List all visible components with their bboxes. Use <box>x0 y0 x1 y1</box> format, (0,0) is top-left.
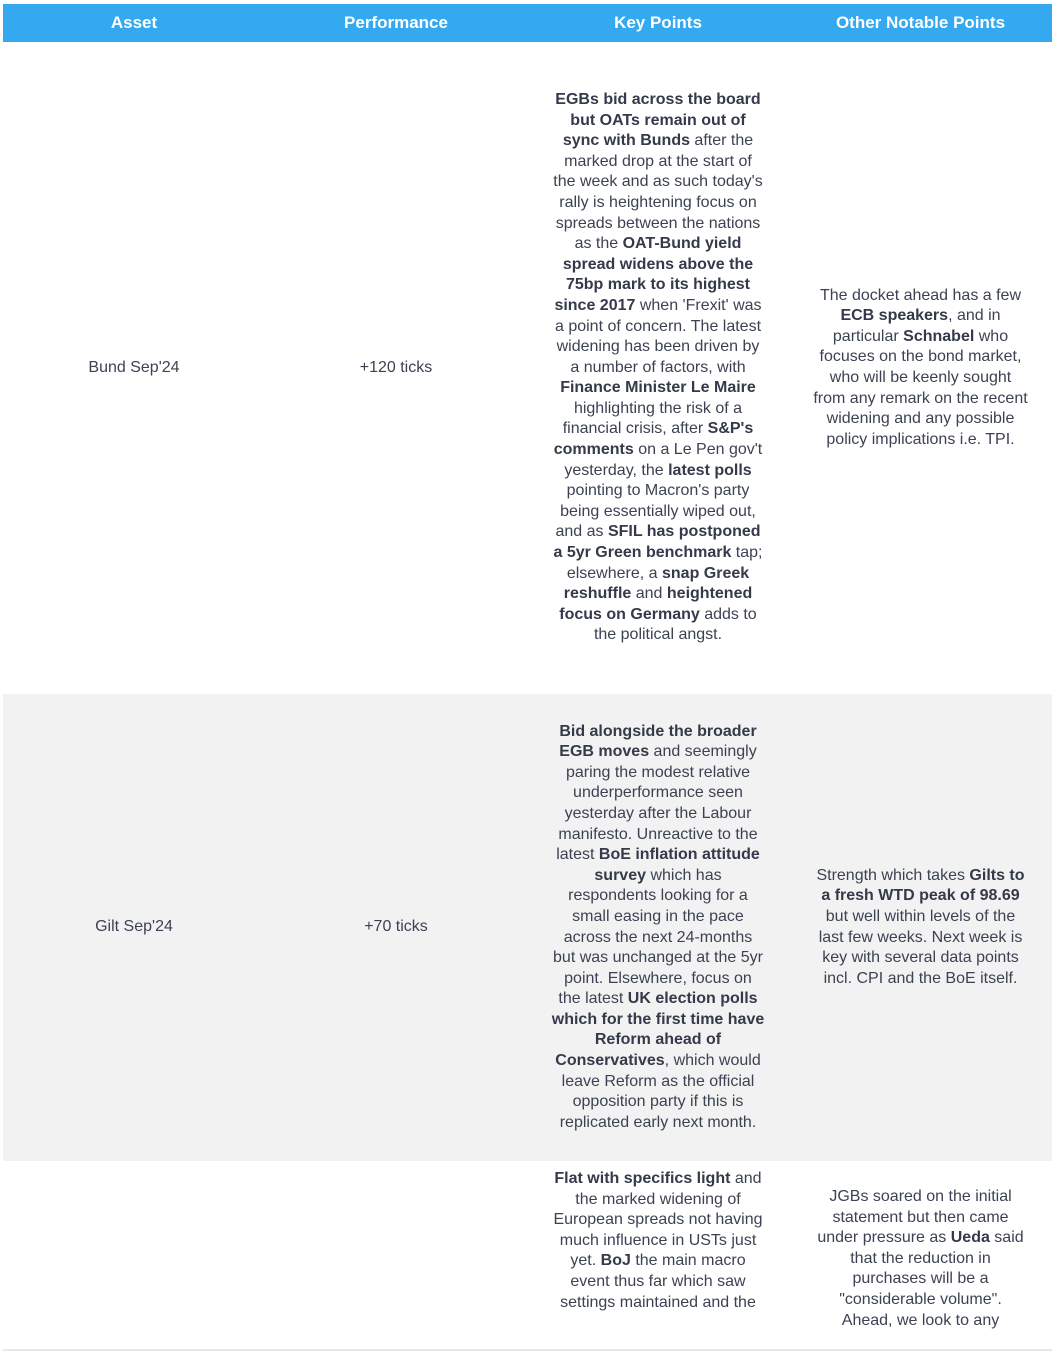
bold-phrase: BoE inflation attitude survey <box>594 846 760 884</box>
bold-phrase: Bid alongside the broader EGB moves <box>559 722 757 761</box>
other-points-cell <box>789 1161 1052 1348</box>
performance-cell <box>265 1161 527 1348</box>
other-points-cell <box>789 42 1052 694</box>
key-points-cell <box>527 694 789 1161</box>
table-row <box>3 1161 1052 1348</box>
bold-phrase: snap Greek reshuffle <box>563 564 750 603</box>
other-points-cell <box>789 694 1052 1161</box>
other-points-text: JGBs soared on the initial statement but then came under pressure as Ueda said that the reduction in purchases will be a "considerable volume". Ahead, we look to any <box>817 1188 1024 1329</box>
header-other-notable-points: Other Notable Points <box>835 13 1006 32</box>
performance-cell: +120 ticks <box>359 358 433 376</box>
table-header <box>3 4 1052 42</box>
markets-table <box>3 4 1052 1348</box>
key-points-cell <box>527 42 789 694</box>
bold-phrase: SFIL has postponed a 5yr Green benchmark <box>553 523 761 562</box>
bold-phrase: Gilts to a fresh WTD peak of 98.69 <box>821 866 1025 905</box>
key-points-text: Bid alongside the broader EGB moves and seemingly paring the modest relative underperformance seen yesterday after the Labour manifesto. Unreactive to the latest BoE inflation attitude survey which has respondents looking for a small easing in the pace across the next 24-months but was unchanged at the 5yr point. Elsewhere, focus on the latest UK election polls which for the first time have Reform ahead of Conservatives, which would leave Reform as the official opposition party if this is replicated early next month. <box>551 722 765 1131</box>
bold-phrase: latest polls <box>668 461 752 479</box>
table-row <box>3 694 1052 1161</box>
bold-phrase: Ueda <box>950 1229 990 1247</box>
table-row <box>3 42 1052 694</box>
bold-phrase: Schnabel <box>903 327 975 345</box>
bold-phrase: S&P's comments <box>553 420 754 459</box>
bold-phrase: ECB speakers <box>840 307 949 325</box>
other-points-text: Strength which takes Gilts to a fresh WTD peak of 98.69 but well within levels of the last few weeks. Next week is key with several data points incl. CPI and the BoE itself. <box>816 866 1025 987</box>
bold-phrase: EGBs bid across the board but OATs remain out of sync with Bunds <box>555 90 761 150</box>
header-performance: Performance <box>344 13 448 32</box>
asset-cell: Bund Sep'24 <box>88 358 180 376</box>
bold-phrase: UK election polls which for the first time have Reform ahead of Conservatives <box>551 990 765 1070</box>
header-key-points: Key Points <box>614 13 702 32</box>
key-points-cell <box>527 1161 789 1348</box>
key-points-text: Flat with specifics light and the marked widening of European spreads not having much influence in USTs just yet. BoJ the main macro event thus far which saw settings maintained and the <box>553 1170 763 1311</box>
bold-phrase: OAT-Bund yield spread widens above the 75bp mark to its highest since 2017 <box>554 235 754 314</box>
other-points-text: The docket ahead has a few ECB speakers, and in particular Schnabel who focuses on the bond market, who will be keenly sought from any remark on the recent widening and any possible policy implications i.e. TPI. <box>813 286 1028 448</box>
bold-phrase: Flat with specifics light <box>554 1170 731 1187</box>
bold-phrase: BoJ <box>600 1252 631 1270</box>
bold-phrase: heightened focus on Germany <box>559 585 753 623</box>
asset-cell <box>3 1161 265 1348</box>
asset-cell: Gilt Sep'24 <box>95 918 173 936</box>
table-bottom-border <box>3 1349 1052 1351</box>
performance-cell: +70 ticks <box>364 918 428 936</box>
header-asset: Asset <box>110 13 158 32</box>
bold-phrase: Finance Minister Le Maire <box>560 379 756 397</box>
key-points-text: EGBs bid across the board but OATs remain out of sync with Bunds after the marked drop at the start of the week and as such today's rally is heightening focus on spreads between the nations as the OAT-Bund yield spread widens above the 75bp mark to its highest since 2017 when 'Frexit' was a point of concern. The latest widening has been driven by a number of factors, with Finance Minister Le Maire highlighting the risk of a financial crisis, after S&P's comments on a Le Pen gov't yesterday, the latest polls pointing to Macron's party being essentially wiped out, and as SFIL has postponed a 5yr Green benchmark tap; elsewhere, a snap Greek reshuffle and heightened focus on Germany adds to the political angst. <box>553 90 763 644</box>
